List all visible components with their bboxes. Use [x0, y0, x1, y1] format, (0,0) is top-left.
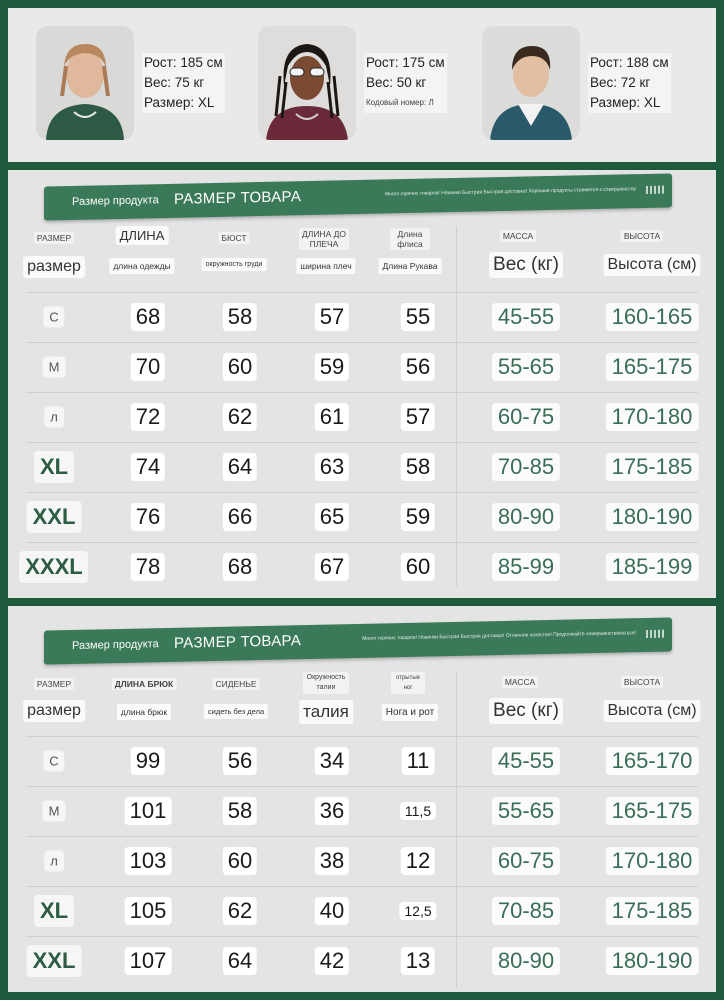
- model-photo-3: [482, 26, 580, 140]
- cell-size: л: [44, 407, 64, 428]
- cell-size: С: [43, 307, 64, 328]
- table-row: [8, 786, 716, 836]
- bottom-header-waist: Окружность талии: [303, 672, 349, 694]
- cell-weight: 55-65: [492, 797, 560, 825]
- cell-weight: 60-75: [492, 403, 560, 431]
- cell-height: 175-185: [606, 897, 699, 925]
- cell-size: XXL: [27, 501, 82, 533]
- model-3-size: Размер: XL: [588, 93, 671, 113]
- cell-size: XXL: [27, 945, 82, 977]
- top-sub-height: Высота (см): [603, 254, 700, 276]
- model-1-size: Размер: XL: [142, 93, 225, 113]
- cell-weight: 55-65: [492, 353, 560, 381]
- bottom-banner-slogan: Много горячих товаров! Новинки Быстрая Быстрая доставка! Отличное качество! Продолжайте совершенствоваться!: [362, 630, 636, 642]
- cell-weight: 70-85: [492, 453, 560, 481]
- table-row: [8, 342, 716, 392]
- top-header-length: ДЛИНА: [116, 226, 169, 245]
- model-1-height: Рост: 185 см: [142, 53, 225, 73]
- cell-measure: 59: [315, 353, 349, 381]
- cell-measure: 99: [131, 747, 165, 775]
- top-banner-title: РАЗМЕР ТОВАРА: [174, 188, 302, 208]
- cell-measure: 42: [315, 947, 349, 975]
- cell-measure: 64: [223, 947, 257, 975]
- model-2-code: Кодовый номер: Л: [364, 93, 447, 113]
- bottom-sub-pants-length: длина брюк: [117, 704, 171, 720]
- model-photo-1: [36, 26, 134, 140]
- cell-measure: 38: [315, 847, 349, 875]
- bottom-sub-size: размер: [23, 700, 85, 722]
- table-row: [8, 392, 716, 442]
- cell-size: XXXL: [19, 551, 88, 583]
- cell-size: XL: [34, 451, 74, 483]
- cell-weight: 70-85: [492, 897, 560, 925]
- table-row: [8, 292, 716, 342]
- bottom-banner: [44, 617, 672, 664]
- top-sub-size: размер: [23, 256, 85, 278]
- cell-measure: 40: [315, 897, 349, 925]
- bottom-sub-weight: Вес (кг): [489, 698, 563, 724]
- cell-measure: 36: [315, 797, 349, 825]
- cell-measure: 11,5: [400, 802, 436, 820]
- cell-height: 165-175: [606, 353, 699, 381]
- cell-measure: 34: [315, 747, 349, 775]
- cell-measure: 68: [223, 553, 257, 581]
- bottom-header-pants-length: ДЛИНА БРЮК: [112, 678, 177, 690]
- cell-measure: 56: [223, 747, 257, 775]
- cell-measure: 58: [223, 797, 257, 825]
- cell-height: 165-175: [606, 797, 699, 825]
- top-sub-sleeve: Длина Рукава: [379, 258, 442, 274]
- top-sub-shoulder: ширина плеч: [296, 258, 355, 274]
- top-banner: [44, 173, 672, 220]
- bottom-sub-waist: талия: [299, 700, 353, 724]
- cell-height: 180-190: [606, 503, 699, 531]
- model-card-2: [258, 26, 447, 140]
- cell-measure: 13: [401, 947, 435, 975]
- cell-measure: 101: [125, 797, 172, 825]
- bottom-sub-leg: Нога и рот: [382, 704, 438, 721]
- cell-measure: 58: [401, 453, 435, 481]
- banner-dots-icon: [646, 630, 664, 638]
- cell-weight: 80-90: [492, 503, 560, 531]
- top-header-shoulder: ДЛИНА ДО ПЛЕЧА: [299, 228, 349, 250]
- cell-weight: 85-99: [492, 553, 560, 581]
- cell-measure: 107: [125, 947, 172, 975]
- cell-measure: 105: [125, 897, 172, 925]
- cell-measure: 67: [315, 553, 349, 581]
- table-row: [8, 542, 716, 592]
- cell-measure: 60: [401, 553, 435, 581]
- cell-size: М: [43, 801, 66, 822]
- cell-measure: 61: [315, 403, 349, 431]
- cell-measure: 70: [131, 353, 165, 381]
- cell-measure: 65: [315, 503, 349, 531]
- cell-height: 180-190: [606, 947, 699, 975]
- model-2-height: Рост: 175 см: [364, 53, 447, 73]
- cell-measure: 60: [223, 353, 257, 381]
- bottom-sub-height: Высота (см): [603, 700, 700, 722]
- top-sub-bust: окружность груди: [202, 258, 267, 271]
- model-3-height: Рост: 188 см: [588, 53, 671, 73]
- top-sub-length: длина одежды: [109, 258, 174, 274]
- top-header-bust: БЮСТ: [218, 232, 249, 244]
- cell-height: 175-185: [606, 453, 699, 481]
- cell-height: 170-180: [606, 403, 699, 431]
- table-row: [8, 736, 716, 786]
- cell-size: л: [44, 851, 64, 872]
- cell-measure: 57: [401, 403, 435, 431]
- table-row: [8, 936, 716, 986]
- cell-height: 160-165: [606, 303, 699, 331]
- model-3-weight: Вес: 72 кг: [588, 73, 671, 93]
- top-header-height: ВЫСОТА: [621, 230, 663, 242]
- model-2-weight: Вес: 50 кг: [364, 73, 447, 93]
- model-1-weight: Вес: 75 кг: [142, 73, 225, 93]
- bottom-banner-title: РАЗМЕР ТОВАРА: [174, 632, 302, 652]
- cell-measure: 11: [402, 747, 435, 775]
- bottom-header-leg-opening: отрытые ног: [391, 672, 425, 694]
- cell-measure: 76: [131, 503, 165, 531]
- cell-measure: 12,5: [399, 902, 436, 920]
- cell-measure: 12: [401, 847, 435, 875]
- cell-measure: 59: [401, 503, 435, 531]
- top-header-size: РАЗМЕР: [34, 232, 74, 244]
- cell-size: М: [43, 357, 66, 378]
- cell-measure: 78: [131, 553, 165, 581]
- bottom-size-table: [8, 606, 716, 992]
- table-row: [8, 836, 716, 886]
- cell-measure: 55: [401, 303, 435, 331]
- cell-height: 185-199: [606, 553, 699, 581]
- cell-measure: 103: [125, 847, 172, 875]
- cell-measure: 72: [131, 403, 165, 431]
- model-photo-2: [258, 26, 356, 140]
- top-banner-slogan: Много горячих товаров! Новинки Быстрая Быстрая доставка! Хорошие продукты стремятся к совершенству: [384, 186, 636, 198]
- cell-measure: 56: [401, 353, 435, 381]
- cell-measure: 60: [223, 847, 257, 875]
- table-row: [8, 442, 716, 492]
- cell-height: 165-170: [606, 747, 699, 775]
- top-sub-weight: Вес (кг): [489, 252, 563, 278]
- cell-measure: 64: [223, 453, 257, 481]
- cell-measure: 58: [223, 303, 257, 331]
- cell-size: С: [43, 751, 64, 772]
- bottom-header-seat: СИДЕНЬЕ: [212, 678, 259, 690]
- banner-dots-icon: [646, 186, 664, 194]
- table-row: [8, 492, 716, 542]
- top-header-fleece: Длина флиса: [390, 228, 430, 250]
- cell-measure: 74: [131, 453, 165, 481]
- top-banner-product-size: Размер продукта: [72, 194, 159, 208]
- top-size-table: [8, 170, 716, 598]
- cell-measure: 66: [223, 503, 257, 531]
- table-row: [8, 886, 716, 936]
- cell-weight: 45-55: [492, 747, 560, 775]
- bottom-sub-seat: сидеть без дела: [204, 704, 268, 719]
- cell-weight: 80-90: [492, 947, 560, 975]
- bottom-header-mass: МАССА: [502, 676, 538, 688]
- bottom-header-height: ВЫСОТА: [621, 676, 663, 688]
- bottom-banner-product-size: Размер продукта: [72, 638, 159, 652]
- cell-measure: 57: [315, 303, 349, 331]
- model-card-3: [482, 26, 671, 140]
- cell-measure: 63: [315, 453, 349, 481]
- cell-size: XL: [34, 895, 74, 927]
- cell-measure: 62: [223, 897, 257, 925]
- cell-weight: 45-55: [492, 303, 560, 331]
- top-header-mass: МАССА: [500, 230, 536, 242]
- cell-measure: 62: [223, 403, 257, 431]
- model-card-1: [36, 26, 225, 140]
- models-panel: [8, 8, 716, 162]
- bottom-header-size: РАЗМЕР: [34, 678, 74, 690]
- cell-height: 170-180: [606, 847, 699, 875]
- cell-measure: 68: [131, 303, 165, 331]
- cell-weight: 60-75: [492, 847, 560, 875]
